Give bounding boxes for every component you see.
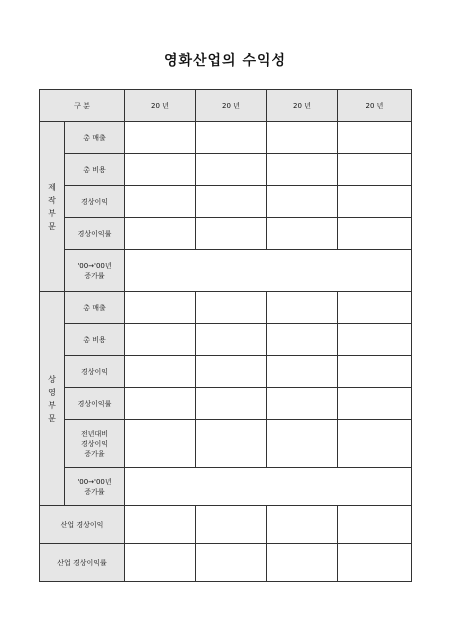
industry-row-profit <box>40 506 412 544</box>
value-cell[interactable] <box>267 506 338 544</box>
value-cell[interactable] <box>338 186 412 218</box>
value-cell[interactable] <box>267 154 338 186</box>
value-cell[interactable] <box>338 356 412 388</box>
value-cell[interactable] <box>267 324 338 356</box>
value-cell[interactable] <box>125 292 196 324</box>
row-label: 총 비용 <box>65 154 125 186</box>
row-label: 산업 경상이익률 <box>40 544 125 582</box>
production-row-growth <box>40 250 412 292</box>
value-cell[interactable] <box>338 388 412 420</box>
value-cell[interactable] <box>196 122 267 154</box>
value-cell[interactable] <box>267 122 338 154</box>
row-label: 경상이익 <box>65 356 125 388</box>
value-cell[interactable] <box>125 186 196 218</box>
screening-row-yoy <box>40 420 412 468</box>
value-cell[interactable] <box>125 388 196 420</box>
value-cell[interactable] <box>196 324 267 356</box>
value-cell[interactable] <box>338 122 412 154</box>
production-section-label: 제 작 부 문 <box>40 122 65 292</box>
screening-row-profit <box>40 356 412 388</box>
value-cell[interactable] <box>267 186 338 218</box>
profitability-table <box>39 89 412 582</box>
value-cell[interactable] <box>125 420 196 468</box>
production-row-sales <box>40 122 412 154</box>
row-label: 경상이익률 <box>65 388 125 420</box>
value-cell[interactable] <box>125 544 196 582</box>
value-cell[interactable] <box>125 122 196 154</box>
value-cell[interactable] <box>196 544 267 582</box>
value-cell[interactable] <box>196 154 267 186</box>
value-cell[interactable] <box>338 324 412 356</box>
value-cell[interactable] <box>338 292 412 324</box>
screening-row-margin <box>40 388 412 420</box>
row-label: 경상이익률 <box>65 218 125 250</box>
row-label: 총 비용 <box>65 324 125 356</box>
value-cell[interactable] <box>196 356 267 388</box>
value-cell[interactable] <box>125 324 196 356</box>
header-row <box>40 90 412 122</box>
row-label: 산업 경상이익 <box>40 506 125 544</box>
row-label-growth: '00→'00년 증가률 <box>65 250 125 292</box>
value-cell[interactable] <box>338 544 412 582</box>
value-cell[interactable] <box>196 388 267 420</box>
screening-row-growth <box>40 468 412 506</box>
value-cell[interactable] <box>196 292 267 324</box>
value-cell[interactable] <box>338 506 412 544</box>
header-year-3: 20 년 <box>267 90 338 122</box>
value-cell[interactable] <box>196 420 267 468</box>
screening-section-label: 상 영 부 문 <box>40 292 65 506</box>
production-row-cost <box>40 154 412 186</box>
value-cell[interactable] <box>338 420 412 468</box>
production-row-margin <box>40 218 412 250</box>
row-label: 총 매출 <box>65 122 125 154</box>
value-cell[interactable] <box>267 388 338 420</box>
value-cell[interactable] <box>267 420 338 468</box>
row-label-yoy: 전년대비 경상이익 증가율 <box>65 420 125 468</box>
value-cell[interactable] <box>267 356 338 388</box>
value-cell[interactable] <box>338 154 412 186</box>
value-cell[interactable] <box>125 218 196 250</box>
value-cell[interactable] <box>267 544 338 582</box>
header-year-1: 20 년 <box>125 90 196 122</box>
row-label-growth: '00→'00년 증가률 <box>65 468 125 506</box>
value-cell[interactable] <box>196 506 267 544</box>
value-cell[interactable] <box>125 154 196 186</box>
value-cell[interactable] <box>196 186 267 218</box>
row-label: 총 매출 <box>65 292 125 324</box>
production-row-profit <box>40 186 412 218</box>
header-year-4: 20 년 <box>338 90 412 122</box>
value-cell[interactable] <box>125 506 196 544</box>
row-label: 경상이익 <box>65 186 125 218</box>
header-category: 구 분 <box>40 90 125 122</box>
header-year-2: 20 년 <box>196 90 267 122</box>
value-cell[interactable] <box>196 218 267 250</box>
value-cell[interactable] <box>338 218 412 250</box>
document-title: 영화산업의 수익성 <box>163 53 287 69</box>
growth-value-cell[interactable] <box>125 250 412 292</box>
screening-row-cost <box>40 324 412 356</box>
value-cell[interactable] <box>267 218 338 250</box>
growth-value-cell[interactable] <box>125 468 412 506</box>
value-cell[interactable] <box>267 292 338 324</box>
screening-row-sales <box>40 292 412 324</box>
industry-row-margin <box>40 544 412 582</box>
value-cell[interactable] <box>125 356 196 388</box>
